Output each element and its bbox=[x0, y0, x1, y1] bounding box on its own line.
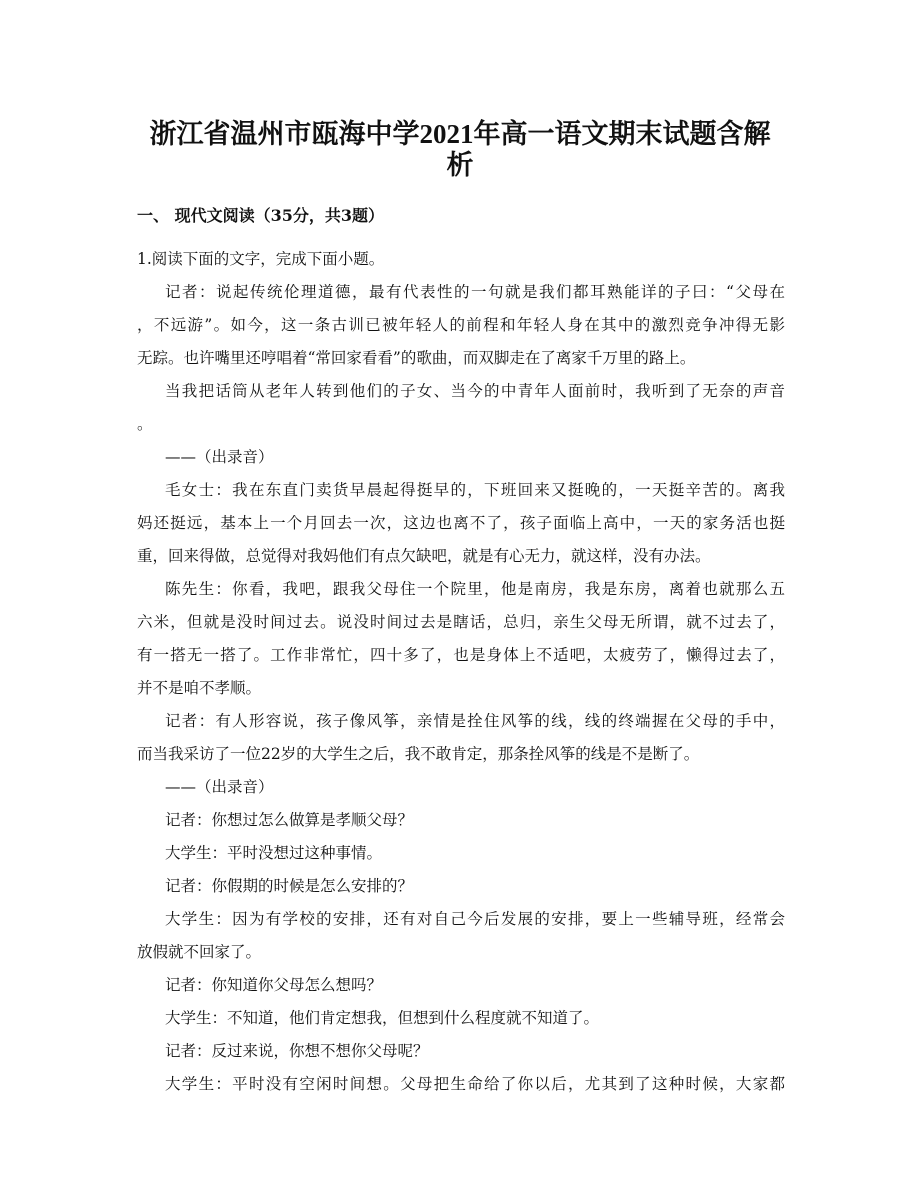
text-line: ——（出录音） bbox=[165, 448, 274, 466]
document-title-line-1: 浙江省温州市瓯海中学2021年高一语文期末试题含解 bbox=[149, 119, 771, 149]
text-line: 放假就不回家了。 bbox=[137, 943, 262, 961]
text-line: 大学生：因为有学校的安排，还有对自己今后发展的安排，要上一些辅导班，经常会 bbox=[165, 910, 785, 928]
text-line: 重，回来得做，总觉得对我妈他们有点欠缺吧，就是有心无力，就这样，没有办法。 bbox=[137, 547, 711, 565]
passage-body bbox=[137, 245, 785, 1103]
text-line: 并不是咱不孝顺。 bbox=[137, 679, 262, 697]
text-line: 有一搭无一搭了。工作非常忙，四十多了，也是身体上不适吧，太疲劳了，懒得过去了， bbox=[137, 646, 785, 664]
text-line: 而当我采访了一位22岁的大学生之后，我不敢肯定，那条拴风筝的线是不是断了。 bbox=[137, 745, 700, 763]
text-line: 当我把话筒从老年人转到他们的子女、当今的中青年人面前时，我听到了无奈的声音 bbox=[165, 382, 785, 400]
text-line: 大学生：不知道，他们肯定想我，但想到什么程度就不知道了。 bbox=[165, 1009, 600, 1027]
text-line: 记者：你假期的时候是怎么安排的？ bbox=[165, 877, 414, 895]
text-line: 记者：说起传统伦理道德，最有代表性的一句就是我们都耳熟能详的子曰：“父母在 bbox=[165, 283, 785, 301]
text-line: 无踪。也许嘴里还哼唱着“常回家看看”的歌曲，而双脚走在了离家千万里的路上。 bbox=[137, 349, 696, 367]
text-line: ，不远游”。如今，这一条古训已被年轻人的前程和年轻人身在其中的激烈竞争冲得无影 bbox=[137, 316, 785, 334]
text-line: 记者：反过来说，你想不想你父母呢？ bbox=[165, 1042, 429, 1060]
document-title-line-2: 析 bbox=[446, 150, 474, 180]
text-line: 记者：你知道你父母怎么想吗？ bbox=[165, 976, 383, 994]
section-heading: 一、 现代文阅读（35分，共3题） bbox=[137, 206, 384, 225]
text-line: 大学生：平时没有空闲时间想。父母把生命给了你以后，尤其到了这种时候，大家都 bbox=[165, 1075, 785, 1093]
text-line: 毛女士：我在东直门卖货早晨起得挺早的，下班回来又挺晚的，一天挺辛苦的。离我 bbox=[165, 481, 785, 499]
text-line: 大学生：平时没想过这种事情。 bbox=[165, 844, 383, 862]
text-line: 妈还挺远，基本上一个月回去一次，这边也离不了，孩子面临上高中，一天的家务活也挺 bbox=[137, 514, 785, 532]
text-line: 记者：有人形容说，孩子像风筝，亲情是拴住风筝的线，线的终端握在父母的手中， bbox=[165, 712, 785, 730]
text-line: ——（出录音） bbox=[165, 778, 274, 796]
text-line: 陈先生：你看，我吧，跟我父母住一个院里，他是南房，我是东房，离着也就那么五 bbox=[165, 580, 785, 598]
text-line: 。 bbox=[137, 415, 153, 433]
text-line: 记者：你想过怎么做算是孝顺父母？ bbox=[165, 811, 414, 829]
text-line: 六米，但就是没时间过去。说没时间过去是瞎话，总归，亲生父母无所谓，就不过去了， bbox=[137, 613, 785, 631]
text-line: 1.阅读下面的文字，完成下面小题。 bbox=[137, 250, 385, 268]
